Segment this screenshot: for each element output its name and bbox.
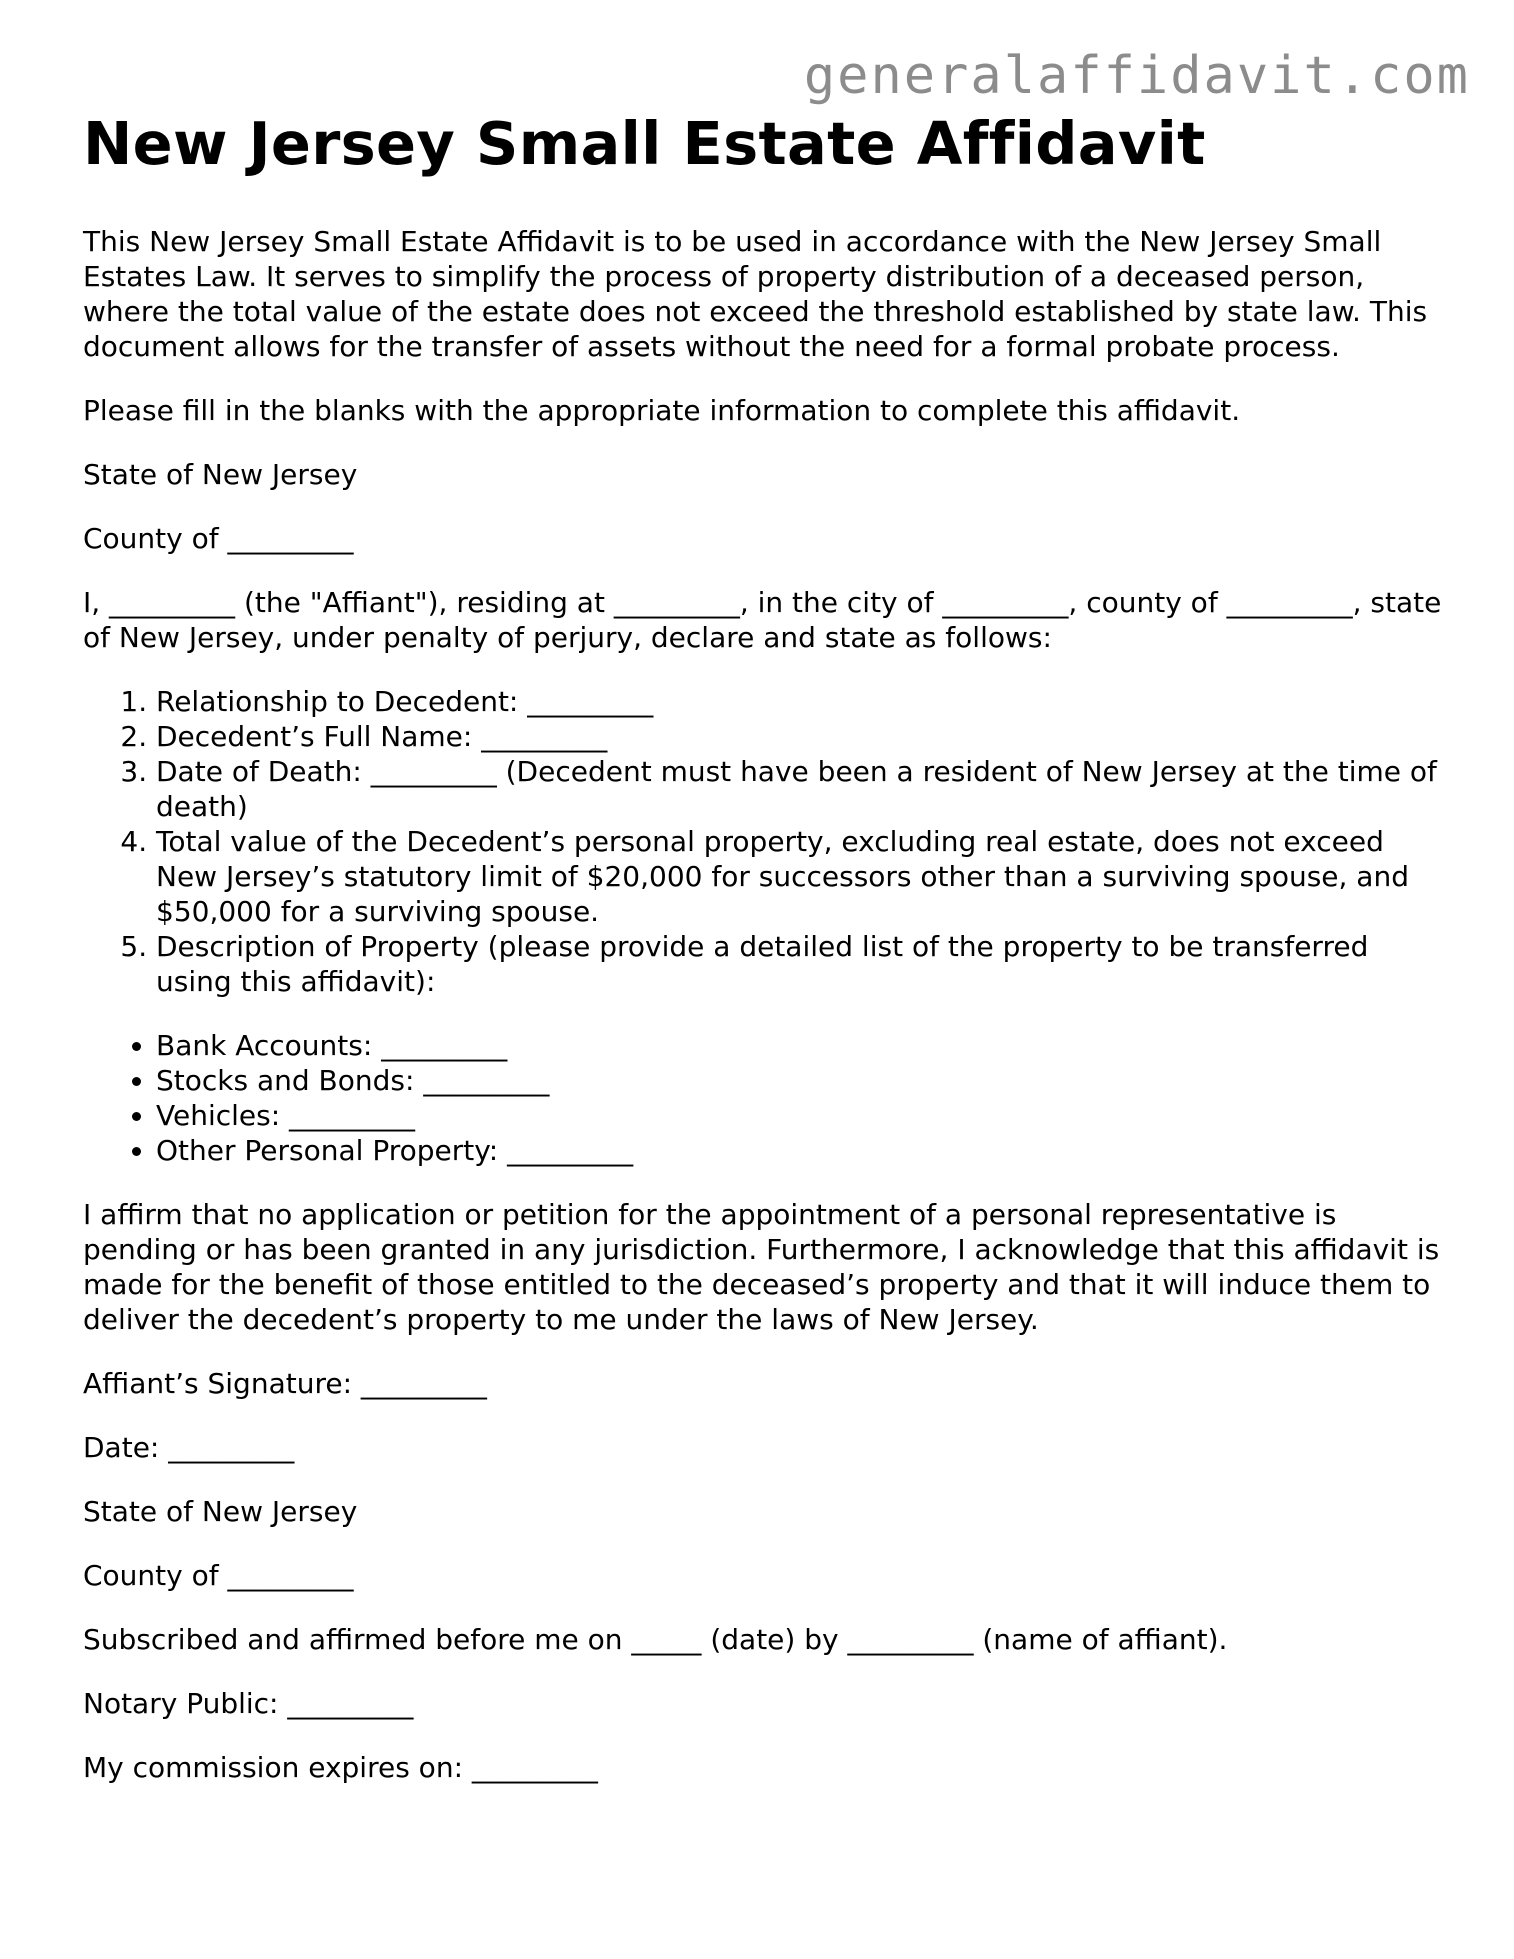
- venue-county: County of _________: [83, 522, 354, 555]
- list-item-relationship: 1. Relationship to Decedent: _________: [156, 684, 1443, 719]
- list-item-decedent-name: 2. Decedent’s Full Name: _________: [156, 719, 1443, 754]
- list-item-total-value: 4. Total value of the Decedent’s personal property, excluding real estate, does not exceed New Jersey’s statutory limit of $20,000 for successors other than a surviving spouse, and $50,000 for a surviving spouse.: [156, 824, 1443, 929]
- property-item-bank-accounts: • Bank Accounts: _________: [156, 1028, 1443, 1063]
- property-item-other: • Other Personal Property: _________: [156, 1133, 1443, 1168]
- notary-county: County of _________: [83, 1559, 354, 1592]
- affirmation-paragraph: I affirm that no application or petition for the appointment of a personal representative is pending or has been granted in any jurisdiction. Furthermore, I acknowledge that this affidavit is made for the benefit of those entitled to the deceased’s property and that it will induce them to deliver the decedent’s property to me under the laws of New Jersey.: [83, 1198, 1440, 1336]
- property-item-vehicles: • Vehicles: _________: [156, 1098, 1443, 1133]
- list-item-property-description: 5. Description of Property (please provide a detailed list of the property to be transferred using this affidavit):: [156, 929, 1443, 999]
- notary-subscribed: Subscribed and affirmed before me on _____ (date) by _________ (name of affiant).: [83, 1623, 1228, 1656]
- intro-paragraph: This New Jersey Small Estate Affidavit is to be used in accordance with the New Jersey Small Estates Law. It serves to simplify the process of property distribution of a deceased person, where the total value of the estate does not exceed the threshold established by state law. This document allows for the transfer of assets without the need for a formal probate process.: [83, 225, 1428, 363]
- date-line: Date: _________: [83, 1431, 295, 1464]
- property-item-stocks-bonds: • Stocks and Bonds: _________: [156, 1063, 1443, 1098]
- instructions-paragraph: Please fill in the blanks with the appropriate information to complete this affidavit.: [83, 394, 1241, 427]
- notary-commission-line: My commission expires on: _________: [83, 1751, 598, 1784]
- document-page: [83, 108, 1443, 1814]
- document-title: New Jersey Small Estate Affidavit: [83, 109, 1206, 178]
- notary-state: State of New Jersey: [83, 1495, 358, 1528]
- list-item-date-of-death: 3. Date of Death: _________ (Decedent must have been a resident of New Jersey at the time of death): [156, 754, 1443, 824]
- signature-line: Affiant’s Signature: _________: [83, 1367, 487, 1400]
- notary-public-line: Notary Public: _________: [83, 1687, 414, 1720]
- watermark: generalaffidavit.com: [803, 46, 1470, 106]
- venue-state: State of New Jersey: [83, 458, 358, 491]
- property-list: [83, 1028, 1443, 1168]
- declaration-paragraph: I, _________ (the "Affiant"), residing at _________, in the city of _________, county of _________, state of New Jersey, under penalty of perjury, declare and state as follows:: [83, 586, 1442, 654]
- declaration-list: [83, 684, 1443, 999]
